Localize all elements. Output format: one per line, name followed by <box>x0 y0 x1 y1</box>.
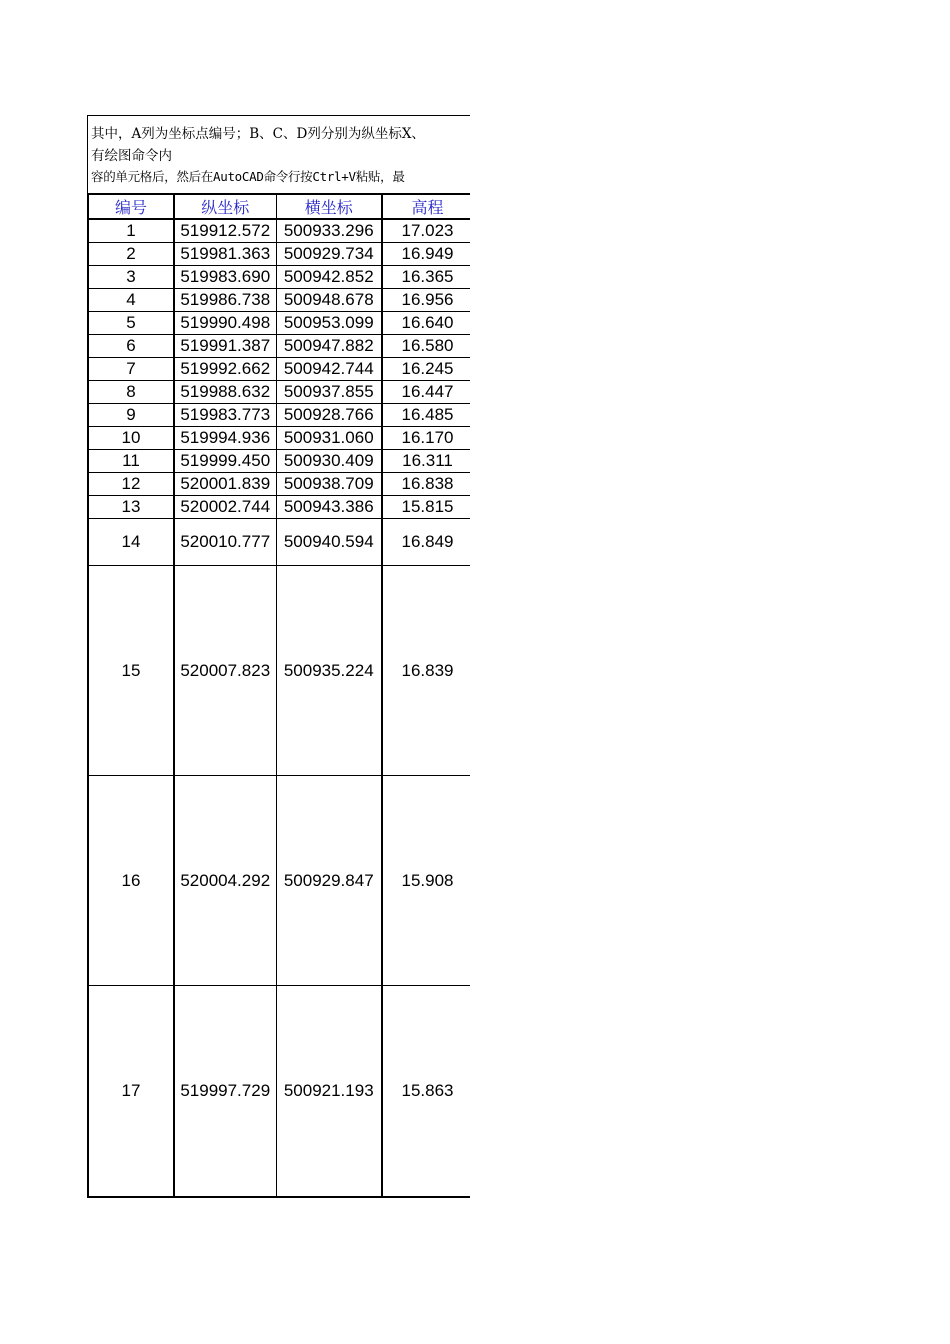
cell-elevation: 16.245 <box>382 358 470 381</box>
table-row <box>88 219 470 243</box>
cell-northing: 519994.936 <box>174 427 276 450</box>
cell-northing: 520007.823 <box>174 566 276 776</box>
cell-northing: 520001.839 <box>174 473 276 496</box>
coordinate-table <box>87 194 470 1198</box>
cell-elevation: 17.023 <box>382 219 470 243</box>
cell-id: 8 <box>88 381 174 404</box>
cell-id: 13 <box>88 496 174 519</box>
cell-elevation: 16.838 <box>382 473 470 496</box>
cell-easting: 500937.855 <box>276 381 382 404</box>
cell-id: 7 <box>88 358 174 381</box>
cell-id: 3 <box>88 266 174 289</box>
spreadsheet-page <box>87 115 470 1201</box>
note-line-2: 有绘图命令内 <box>91 148 172 164</box>
cell-elevation: 16.447 <box>382 381 470 404</box>
cell-elevation: 15.815 <box>382 496 470 519</box>
cell-elevation: 16.956 <box>382 289 470 312</box>
cell-elevation: 16.580 <box>382 335 470 358</box>
table-row <box>88 986 470 1198</box>
cell-id: 14 <box>88 519 174 566</box>
cell-id: 10 <box>88 427 174 450</box>
table-row <box>88 519 470 566</box>
cell-northing: 520002.744 <box>174 496 276 519</box>
cell-id: 15 <box>88 566 174 776</box>
cell-elevation: 16.839 <box>382 566 470 776</box>
cell-id: 16 <box>88 776 174 986</box>
table-row <box>88 266 470 289</box>
cell-northing: 519991.387 <box>174 335 276 358</box>
cell-easting: 500935.224 <box>276 566 382 776</box>
cell-elevation: 16.949 <box>382 243 470 266</box>
header-row <box>88 195 470 220</box>
cell-northing: 519983.773 <box>174 404 276 427</box>
header-elevation: 高程 <box>382 195 470 220</box>
table-row <box>88 566 470 776</box>
cell-elevation: 16.311 <box>382 450 470 473</box>
cell-easting: 500940.594 <box>276 519 382 566</box>
header-id: 编号 <box>88 195 174 220</box>
cell-elevation: 16.640 <box>382 312 470 335</box>
cell-easting: 500930.409 <box>276 450 382 473</box>
cell-northing: 519997.729 <box>174 986 276 1198</box>
instruction-note <box>87 115 470 194</box>
cell-id: 6 <box>88 335 174 358</box>
header-northing: 纵坐标 <box>174 195 276 220</box>
table-row <box>88 358 470 381</box>
cell-easting: 500938.709 <box>276 473 382 496</box>
cell-id: 1 <box>88 219 174 243</box>
cell-northing: 519992.662 <box>174 358 276 381</box>
note-line-1: 其中，A列为坐标点编号；B、C、D列分别为纵坐标X、 <box>91 126 425 142</box>
cell-elevation: 15.908 <box>382 776 470 986</box>
cell-id: 17 <box>88 986 174 1198</box>
cell-elevation: 16.365 <box>382 266 470 289</box>
table-row <box>88 289 470 312</box>
cell-easting: 500943.386 <box>276 496 382 519</box>
cell-elevation: 15.863 <box>382 986 470 1198</box>
cell-northing: 519986.738 <box>174 289 276 312</box>
cell-easting: 500928.766 <box>276 404 382 427</box>
cell-id: 9 <box>88 404 174 427</box>
cell-northing: 519983.690 <box>174 266 276 289</box>
cell-easting: 500931.060 <box>276 427 382 450</box>
cell-id: 5 <box>88 312 174 335</box>
table-row <box>88 381 470 404</box>
cell-easting: 500929.847 <box>276 776 382 986</box>
cell-northing: 519912.572 <box>174 219 276 243</box>
cell-id: 11 <box>88 450 174 473</box>
table-row <box>88 496 470 519</box>
table-row <box>88 243 470 266</box>
table-row <box>88 335 470 358</box>
cell-elevation: 16.485 <box>382 404 470 427</box>
cell-northing: 519990.498 <box>174 312 276 335</box>
cell-id: 4 <box>88 289 174 312</box>
cell-easting: 500947.882 <box>276 335 382 358</box>
table-row <box>88 404 470 427</box>
cell-elevation: 16.849 <box>382 519 470 566</box>
cell-easting: 500942.852 <box>276 266 382 289</box>
cell-easting: 500953.099 <box>276 312 382 335</box>
note-line-3: 容的单元格后，然后在AutoCAD命令行按Ctrl+V粘贴，最 <box>91 169 405 184</box>
table-row <box>88 427 470 450</box>
table-row <box>88 450 470 473</box>
cell-northing: 519999.450 <box>174 450 276 473</box>
cell-northing: 519981.363 <box>174 243 276 266</box>
cell-easting: 500933.296 <box>276 219 382 243</box>
table-row <box>88 473 470 496</box>
table-row <box>88 312 470 335</box>
cell-northing: 520010.777 <box>174 519 276 566</box>
table-row <box>88 776 470 986</box>
header-easting: 横坐标 <box>276 195 382 220</box>
cell-easting: 500921.193 <box>276 986 382 1198</box>
cell-easting: 500942.744 <box>276 358 382 381</box>
cell-easting: 500929.734 <box>276 243 382 266</box>
cell-northing: 519988.632 <box>174 381 276 404</box>
cell-id: 12 <box>88 473 174 496</box>
cell-northing: 520004.292 <box>174 776 276 986</box>
cell-easting: 500948.678 <box>276 289 382 312</box>
cell-elevation: 16.170 <box>382 427 470 450</box>
cell-id: 2 <box>88 243 174 266</box>
